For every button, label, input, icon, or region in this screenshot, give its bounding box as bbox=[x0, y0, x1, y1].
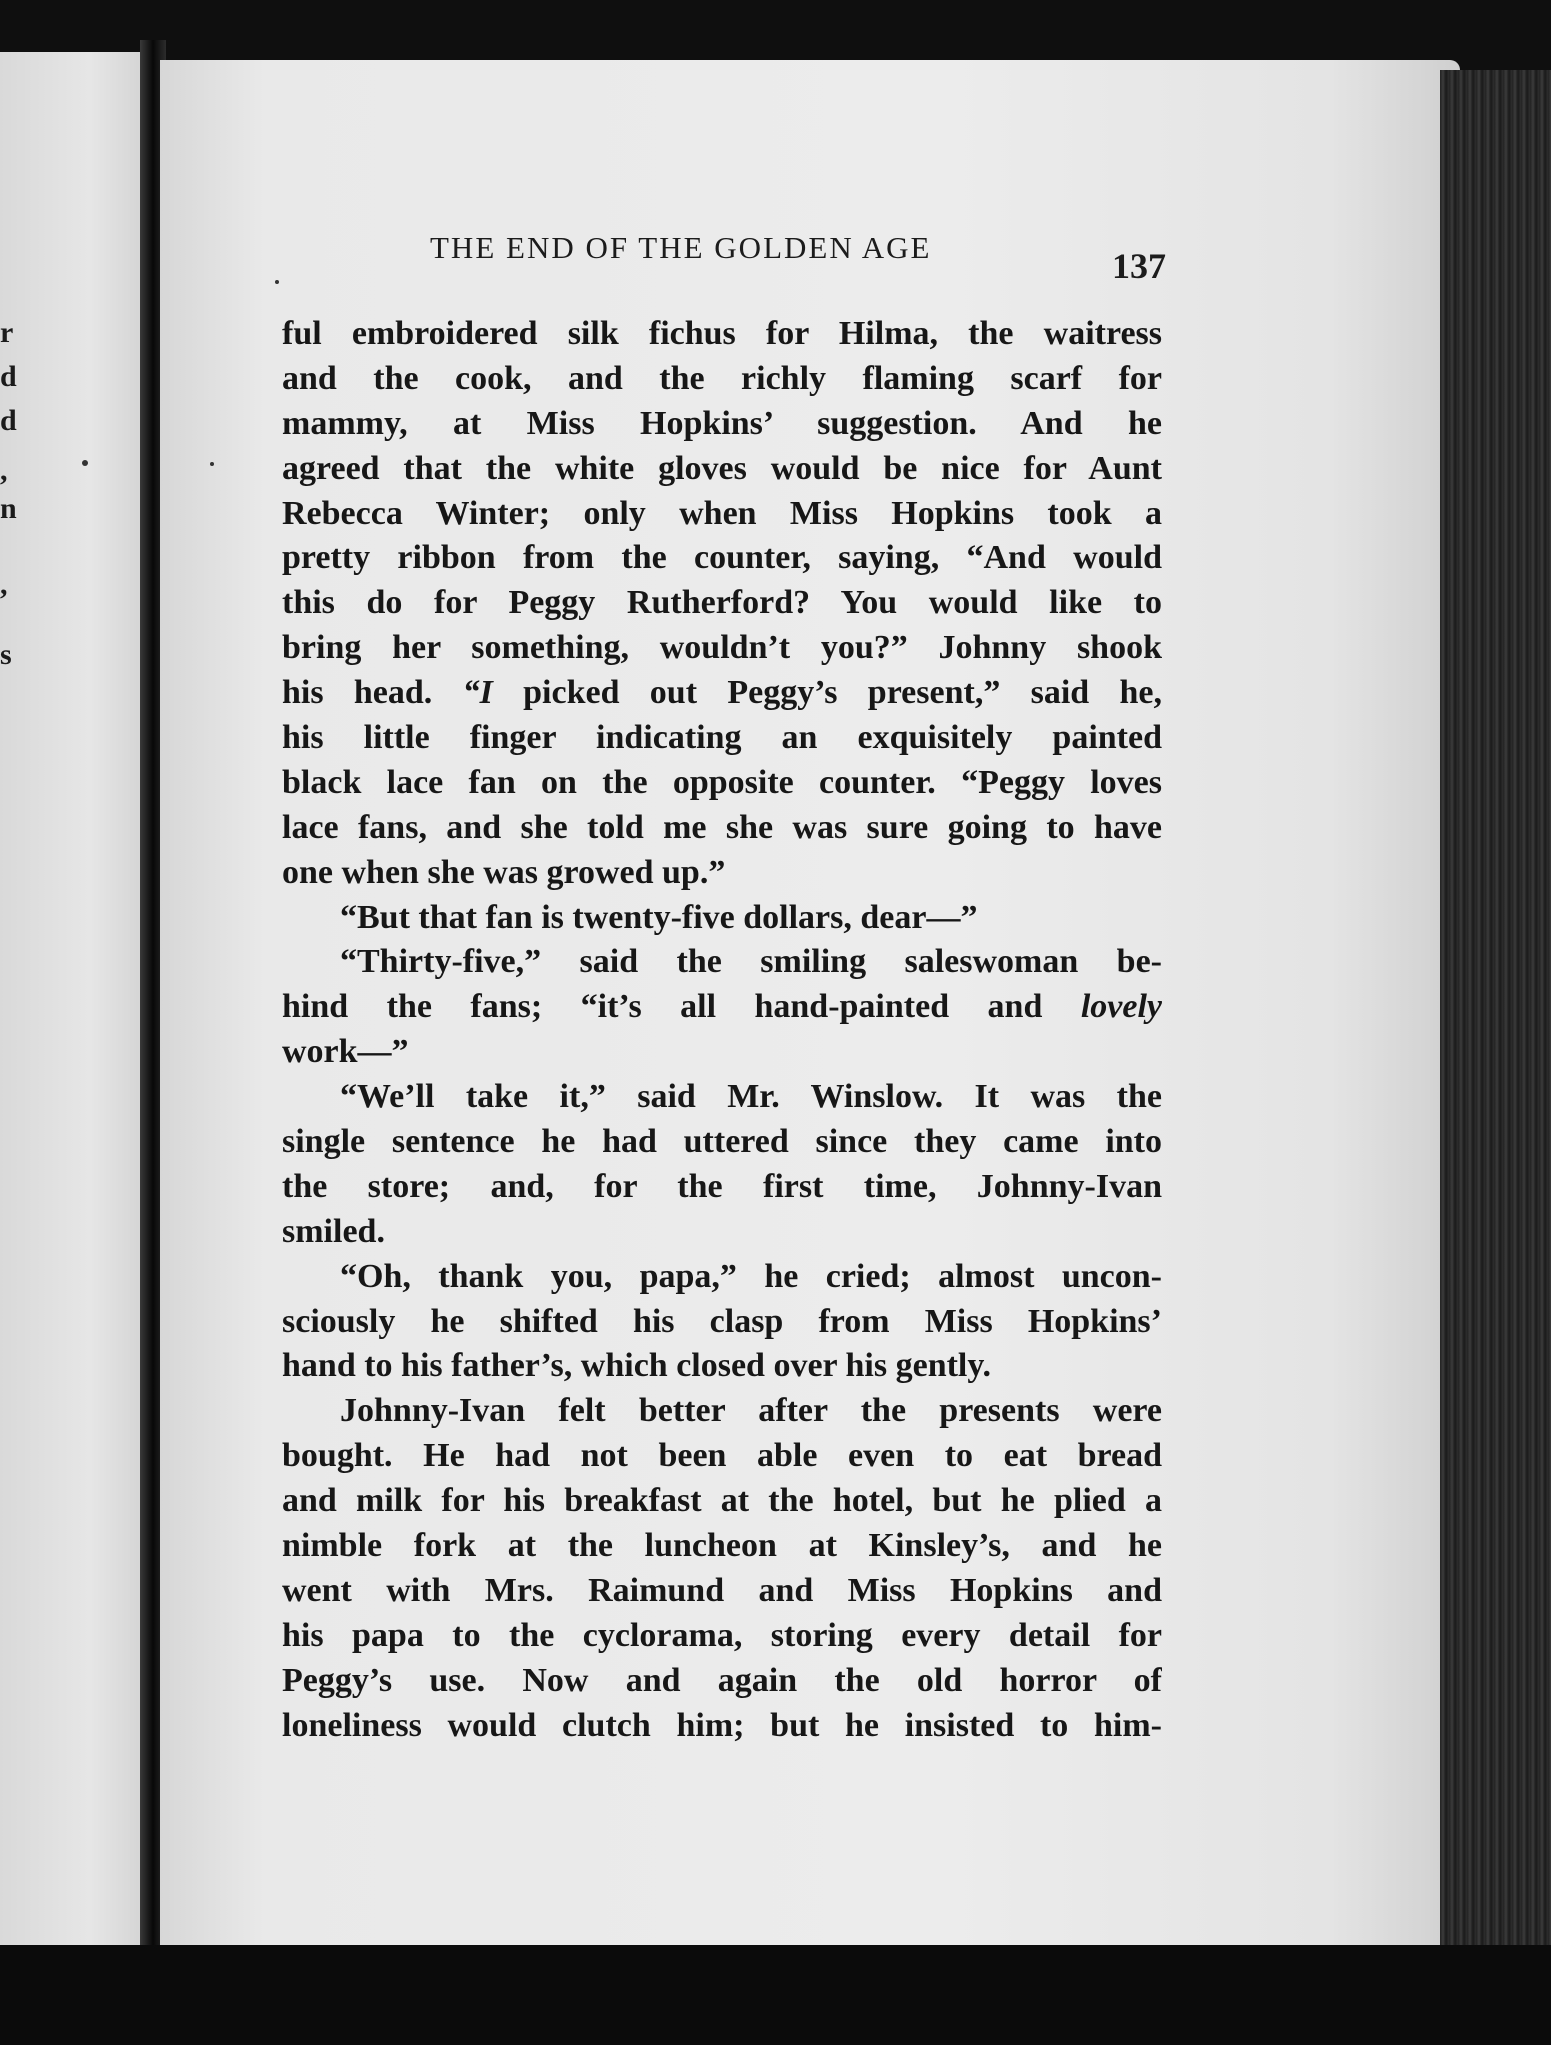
previous-page-edge bbox=[0, 52, 150, 1952]
text-segment: “But that fan is twenty-five dollars, dear—” bbox=[340, 898, 978, 936]
text-segment: pretty ribbon from the counter, saying, “And would bbox=[282, 539, 1162, 577]
text-line bbox=[282, 1165, 1162, 1210]
page-number: 137 bbox=[1112, 246, 1166, 286]
text-line bbox=[282, 1255, 1162, 1300]
text-line bbox=[282, 402, 1162, 447]
body-text bbox=[282, 312, 1162, 1749]
text-line bbox=[282, 1479, 1162, 1524]
text-segment: hand to his father’s, which closed over his gently. bbox=[282, 1347, 992, 1385]
text-line bbox=[282, 985, 1162, 1030]
text-line bbox=[282, 1659, 1162, 1704]
text-line bbox=[282, 626, 1162, 671]
previous-page-fragment: , bbox=[0, 568, 8, 601]
text-line bbox=[282, 1210, 1162, 1255]
text-line bbox=[282, 312, 1162, 357]
scan-background bbox=[0, 1945, 1551, 2045]
text-line bbox=[282, 536, 1162, 581]
text-segment: Rebecca Winter; only when Miss Hopkins took a bbox=[282, 494, 1162, 532]
text-line bbox=[282, 1300, 1162, 1345]
text-line bbox=[282, 806, 1162, 851]
text-line bbox=[282, 671, 1162, 716]
text-segment: “Oh, thank you, papa,” he cried; almost uncon- bbox=[340, 1257, 1162, 1295]
text-segment: his papa to the cyclorama, storing every detail for bbox=[282, 1616, 1162, 1654]
running-head: THE END OF THE GOLDEN AGE bbox=[430, 230, 932, 265]
italic-text: “I bbox=[462, 674, 493, 712]
text-line bbox=[282, 1614, 1162, 1659]
scan-speck bbox=[275, 280, 279, 284]
text-line bbox=[282, 1075, 1162, 1120]
text-segment: went with Mrs. Raimund and Miss Hopkins and bbox=[282, 1571, 1162, 1609]
text-segment: his little finger indicating an exquisitely painted bbox=[282, 719, 1162, 757]
text-line bbox=[282, 1524, 1162, 1569]
text-segment: Peggy’s use. Now and again the old horror of bbox=[282, 1661, 1162, 1699]
book-fore-edge bbox=[1440, 70, 1551, 1950]
text-line bbox=[282, 492, 1162, 537]
text-line bbox=[282, 1030, 1162, 1075]
text-segment: and milk for his breakfast at the hotel, but he plied a bbox=[282, 1482, 1162, 1520]
text-segment: ful embroidered silk fichus for Hilma, the waitress bbox=[282, 315, 1162, 352]
previous-page-fragment: d bbox=[0, 360, 17, 393]
text-segment: the store; and, for the first time, Johnny-Ivan bbox=[282, 1167, 1162, 1205]
text-segment: mammy, at Miss Hopkins’ suggestion. And he bbox=[282, 404, 1162, 442]
text-line bbox=[282, 716, 1162, 761]
text-line bbox=[282, 581, 1162, 626]
text-segment: this do for Peggy Rutherford? You would like to bbox=[282, 584, 1162, 622]
text-segment: loneliness would clutch him; but he insisted to him- bbox=[282, 1706, 1162, 1744]
previous-page-fragment: s bbox=[0, 638, 12, 671]
text-line bbox=[282, 1704, 1162, 1749]
text-segment: “Thirty-five,” said the smiling saleswoman be- bbox=[340, 943, 1162, 981]
text-segment: and the cook, and the richly flaming scarf for bbox=[282, 359, 1162, 397]
text-line bbox=[282, 851, 1162, 896]
text-line bbox=[282, 896, 1162, 941]
text-line bbox=[282, 357, 1162, 402]
text-segment: sciously he shifted his clasp from Miss Hopkins’ bbox=[282, 1302, 1162, 1340]
text-segment: agreed that the white gloves would be nice for Aunt bbox=[282, 449, 1162, 487]
text-segment: smiled. bbox=[282, 1212, 385, 1250]
text-segment: hind the fans; “it’s all hand-painted and bbox=[282, 988, 1081, 1026]
text-segment: Johnny-Ivan felt better after the presents were bbox=[340, 1392, 1162, 1430]
text-line bbox=[282, 1389, 1162, 1434]
italic-text: lovely bbox=[1080, 988, 1162, 1026]
text-segment: picked out Peggy’s present,” said he, bbox=[492, 674, 1162, 712]
text-segment: black lace fan on the opposite counter. “Peggy loves bbox=[282, 763, 1162, 801]
text-segment: his head. bbox=[282, 674, 463, 712]
text-line bbox=[282, 940, 1162, 985]
text-line bbox=[282, 1120, 1162, 1165]
text-segment: bring her something, wouldn’t you?” Johnny shook bbox=[282, 629, 1162, 667]
text-line bbox=[282, 1434, 1162, 1479]
text-line bbox=[282, 447, 1162, 492]
text-segment: lace fans, and she told me she was sure going to have bbox=[282, 808, 1162, 846]
text-segment: single sentence he had uttered since they came into bbox=[282, 1123, 1162, 1161]
text-segment: bought. He had not been able even to eat bread bbox=[282, 1437, 1162, 1475]
text-segment: “We’ll take it,” said Mr. Winslow. It was the bbox=[340, 1078, 1162, 1116]
text-line bbox=[282, 1344, 1162, 1389]
text-line bbox=[282, 761, 1162, 806]
text-segment: one when she was growed up.” bbox=[282, 853, 726, 891]
scan-speck bbox=[82, 460, 88, 466]
previous-page-fragment: n bbox=[0, 492, 17, 525]
text-segment: nimble fork at the luncheon at Kinsley’s, and he bbox=[282, 1527, 1162, 1565]
scan-speck bbox=[210, 462, 214, 466]
text-segment: work—” bbox=[282, 1033, 409, 1071]
previous-page-fragment: , bbox=[0, 454, 8, 487]
text-line bbox=[282, 1569, 1162, 1614]
previous-page-fragment: d bbox=[0, 404, 17, 437]
previous-page-fragment: r bbox=[0, 316, 14, 349]
